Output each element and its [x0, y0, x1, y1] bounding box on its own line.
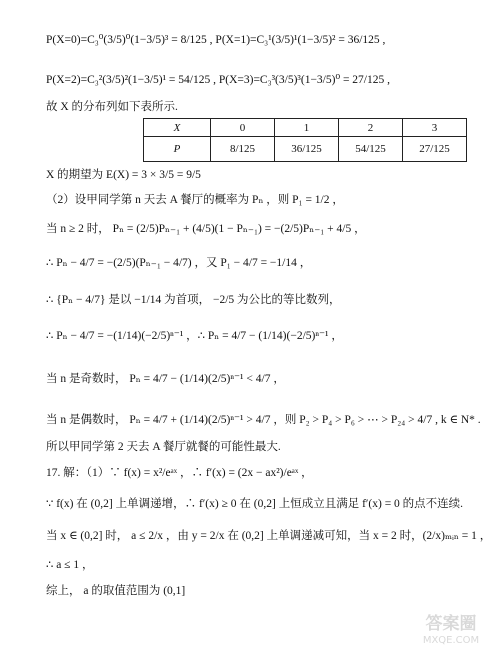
- distribution-table: [143, 118, 467, 162]
- table-cell-p2: 54/125: [339, 137, 403, 162]
- line-expectation: X 的期望为 E(X) = 3 × 3/5 = 9/5: [46, 169, 201, 181]
- line-prob-0-1: P(X=0)=C₃⁰(3/5)⁰(1−3/5)³ = 8/125 , P(X=1)=C₃¹(3/5)¹(1−3/5)² = 36/125 ,: [46, 34, 386, 46]
- table-cell-x1: 1: [275, 119, 339, 137]
- line-q17-range: 综上， a 的取值范围为 (0,1]: [46, 585, 186, 597]
- table-header-x: X: [144, 119, 211, 137]
- table-cell-p3: 27/125: [403, 137, 467, 162]
- table-header-p: P: [144, 137, 211, 162]
- line-table-intro: 故 X 的分布列如下表所示.: [46, 101, 178, 113]
- line-q17-derivative: 17. 解：（1）∵ f(x) = x²/eᵃˣ ，∴ f′(x) = (2x − ax²)/eᵃˣ ，: [46, 467, 313, 479]
- line-prob-2-3: P(X=2)=C₃²(3/5)²(1−3/5)¹ = 54/125 , P(X=3)=C₃³(3/5)³(1−3/5)⁰ = 27/125 ,: [46, 74, 390, 86]
- table-cell-p1: 36/125: [275, 137, 339, 162]
- table-cell-p0: 8/125: [211, 137, 275, 162]
- watermark-logo: [406, 609, 496, 647]
- table-cell-x3: 3: [403, 119, 467, 137]
- line-conclusion: 所以甲同学第 2 天去 A 餐厅就餐的可能性最大.: [46, 441, 281, 453]
- table-cell-x0: 0: [211, 119, 275, 137]
- svg-text:答案圈: 答案圈: [425, 614, 477, 634]
- svg-text:MXQE.COM: MXQE.COM: [422, 635, 480, 646]
- line-transform: ∴ Pₙ − 4/7 = −(2/5)(Pₙ₋₁ − 4/7) ，又 P₁ − 4/7 = −1/14 ，: [46, 257, 312, 269]
- line-odd-case: 当 n 是奇数时， Pₙ = 4/7 − (1/14)(2/5)ⁿ⁻¹ < 4/7 ，: [46, 373, 285, 385]
- line-geometric: ∴ {Pₙ − 4/7} 是以 −1/14 为首项， −2/5 为公比的等比数列，: [46, 294, 341, 306]
- line-even-case: 当 n 是偶数时， Pₙ = 4/7 + (1/14)(2/5)ⁿ⁻¹ > 4/7 ，则 P₂ > P₄ > P₆ > ⋯ > P₂₄ > 4/7 , k ∈ N* .: [46, 414, 481, 426]
- table-row-x: [144, 119, 467, 137]
- line-q17-monotonic: ∵ f(x) 在 (0,2] 上单调递增，∴ f′(x) ≥ 0 在 (0,2] 上恒成立且满足 f′(x) = 0 的点不连续.: [46, 498, 464, 510]
- line-q17-bound: 当 x ∈ (0,2] 时， a ≤ 2/x ，由 y = 2/x 在 (0,2] 上单调递减可知，当 x = 2 时，(2/x)ₘᵢₙ = 1 ，: [46, 530, 492, 542]
- table-cell-x2: 2: [339, 119, 403, 137]
- table-row-p: [144, 137, 467, 162]
- line-q17-a-le-1: ∴ a ≤ 1 ，: [46, 559, 94, 571]
- line-recurrence: 当 n ≥ 2 时， Pₙ = (2/5)Pₙ₋₁ + (4/5)(1 − Pₙ₋₁) = −(2/5)Pₙ₋₁ + 4/5 ，: [46, 223, 366, 235]
- line-part2-intro: （2）设甲同学第 n 天去 A 餐厅的概率为 Pₙ ，则 P₁ = 1/2 ，: [46, 194, 344, 206]
- line-general-term: ∴ Pₙ − 4/7 = −(1/14)(−2/5)ⁿ⁻¹ ，∴ Pₙ = 4/7 − (1/14)(−2/5)ⁿ⁻¹ ，: [46, 330, 343, 342]
